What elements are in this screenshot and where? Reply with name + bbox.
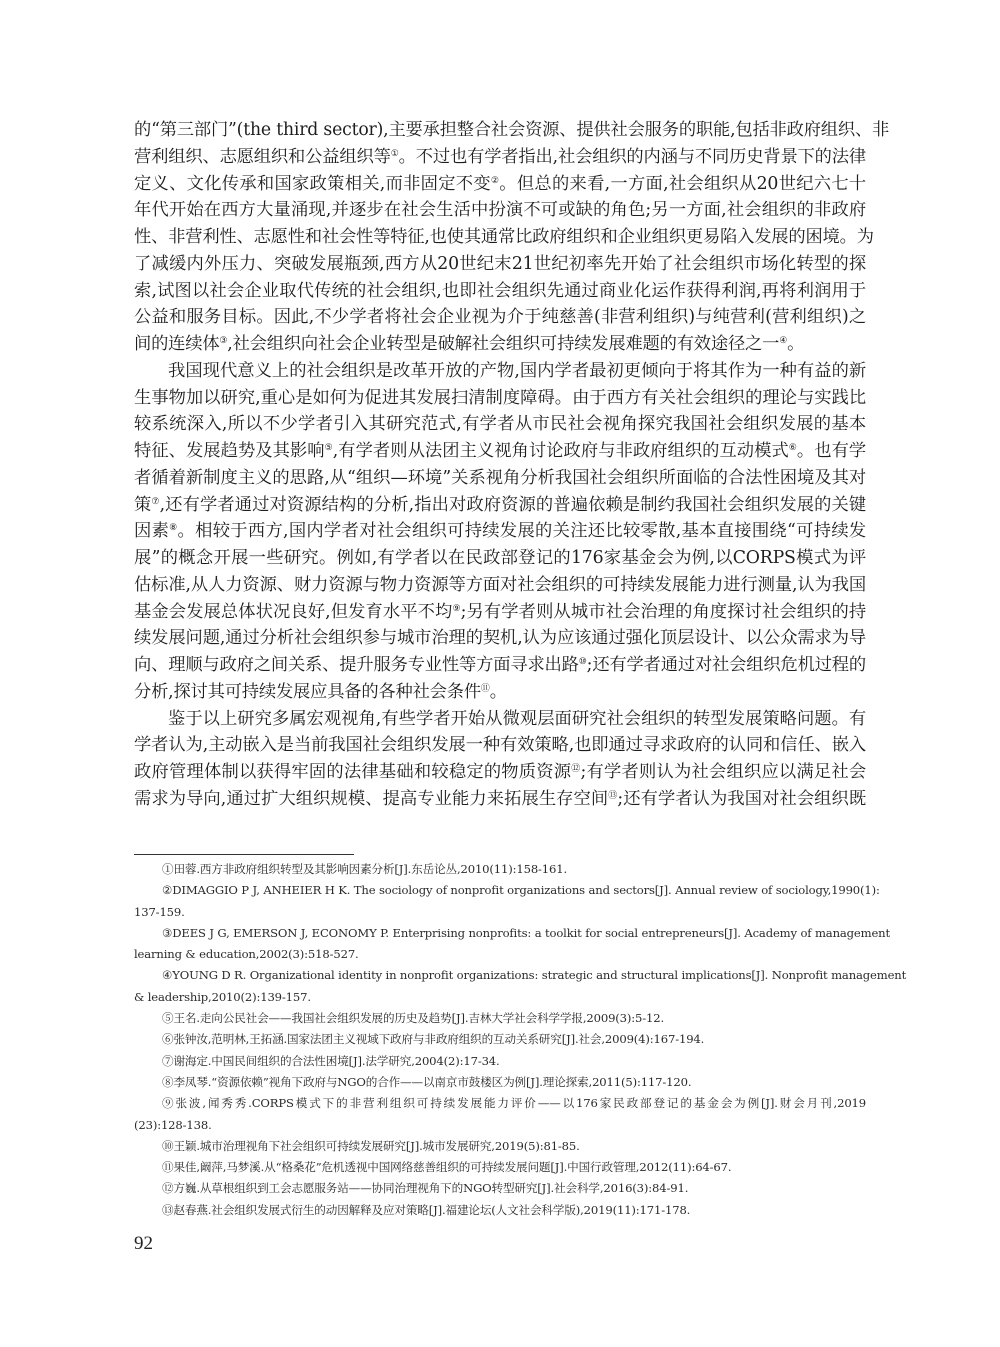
body-text-segment: 学者认为,主动嵌入是当前我国社会组织发展一种有效策略,也即通过寻求政府的认同和信任、嵌入 [134,735,866,756]
body-text-segment: 。相较于西方,国内学者对社会组织可持续发展的关注还比较零散,基本直接围绕“可持续发 [177,521,866,542]
body-line [134,786,866,813]
footnote-item [134,965,907,1008]
body-line [134,171,866,198]
body-text-segment: ;还有学者通过对社会组织危机过程的 [586,655,866,675]
footnote-line: 137-159. [134,904,185,919]
body-line [134,358,866,385]
body-text-segment: 营利组织、志愿组织和公益组织等 [134,146,391,167]
footnote-marker: ⑫ [571,764,581,774]
body-line [134,518,866,545]
body-line [134,572,866,599]
footnote-item [134,880,880,923]
body-line [134,652,866,679]
page-number: 92 [134,1233,153,1254]
footnote-line: (23):128-138. [134,1117,212,1132]
body-text-segment: 。不过也有学者指出,社会组织的内涵与不同历史背景下的法律 [398,146,866,167]
body-text-segment: 。但总的来看,一方面,社会组织从20世纪六七十 [499,173,866,194]
footnote-line: ⑥张钟汝,范明林,王拓涵.国家法团主义视域下政府与非政府组织的互动关系研究[J].社会,2009(4):167-194. [162,1032,705,1047]
body-text-segment: 了减缓内外压力、突破发展瓶颈,西方从20世纪末21世纪初率先开始了社会组织市场化转型的探 [134,253,866,274]
body-text-segment: 需求为导向,通过扩大组织规模、提高专业能力来拓展生存空间 [134,788,609,809]
body-text-segment: 。 [787,334,805,354]
body-text-segment: 我国现代意义上的社会组织是改革开放的产物,国内学者最初更倾向于将其作为一种有益的新 [168,360,866,381]
body-line [134,197,866,224]
footnote-line: ⑫方巍.从草根组织到工会志愿服务站——协同治理视角下的NGO转型研究[J].社会科学,2016(3):84-91. [162,1181,689,1196]
body-text-segment: 鉴于以上研究多属宏观视角,有些学者开始从微观层面研究社会组织的转型发展策略问题。有 [168,708,866,729]
body-line [134,706,866,733]
body-text-segment: 年代开始在西方大量涌现,并逐步在社会生活中扮演不可或缺的角色;另一方面,社会组织的非政府 [134,200,866,221]
body-text-segment: ,还有学者通过对资源结构的分析,指出对政府资源的普遍依赖是制约我国社会组织发展的关键 [159,494,866,515]
footnote-item [134,1200,866,1221]
body-line [134,599,866,626]
body-text-segment: 政府管理体制以获得牢固的法律基础和较稳定的物质资源 [134,762,572,782]
footnote-separator [134,854,354,855]
footnote-line: ⑦谢海定.中国民间组织的合法性困境[J].法学研究,2004(2):17-34. [162,1053,500,1068]
footnote-item [134,923,891,966]
body-line [134,304,866,331]
body-text-segment: 者循着新制度主义的思路,从“组织—环境”关系视角分析我国社会组织所面临的合法性困境及其对 [134,467,866,488]
body-line [134,411,866,438]
footnote-marker: ⑥ [788,443,797,453]
footnote-item [134,1051,866,1072]
footnote-line: ⑧李凤琴.“资源依赖”视角下政府与NGO的合作——以南京市鼓楼区为例[J].理论探索,2011(5):117-120. [162,1074,692,1089]
body-line [134,251,866,278]
footnote-marker: ② [490,175,500,186]
footnote-item [134,1157,866,1178]
body-line [134,224,874,251]
footnote-marker: ④ [779,336,788,346]
body-text-segment: 策 [134,494,152,515]
footnote-marker: ⑪ [480,683,490,694]
footnote-item [134,1178,866,1199]
footnote-line: ③DEES J G, EMERSON J, ECONOMY P. Enterprising nonprofits: a toolkit for social entrepreneurs[J]. Academy of management [162,925,891,940]
footnote-item [134,1072,866,1093]
footnote-line: ②DIMAGGIO P J, ANHEIER H K. The sociology of nonprofit organizations and sectors[J]. Annual review of sociology,1990(1): [162,883,880,898]
footnote-line: ④YOUNG D R. Organizational identity in nonprofit organizations: strategic and structural implications[J]. Nonprofit management [162,968,907,983]
footnote-marker: ③ [219,336,228,346]
body-text-segment: 。也有学 [796,441,866,461]
footnote-item [134,1029,866,1050]
footnote-item [134,859,866,880]
body-text-segment: 定义、文化传承和国家政策相关,而非固定不变 [134,173,491,194]
footnote-marker: ⑦ [151,496,160,507]
body-text-segment: 索,试图以社会企业取代传统的社会组织,也即社会组织先通过商业化运作获得利润,再将利润用于 [134,280,866,301]
body-line [134,545,866,572]
footnote-line: ⑨张波,闻秀秀.CORPS模式下的非营利组织可持续发展能力评价——以176家民政部登记的基金会为例[J].财会月刊,2019 [162,1096,866,1111]
body-text-segment: 基金会发展总体状况良好,但发育水平不均 [134,601,453,622]
footnote-line: ⑩王颖.城市治理视角下社会组织可持续发展研究[J].城市发展研究,2019(5):81-85. [162,1138,580,1153]
body-text-segment: 续发展问题,通过分析社会组织参与城市治理的契机,认为应该通过强化顶层设计、以公众需求为导 [134,628,866,649]
body-text-segment: ;还有学者认为我国对社会组织既 [617,788,866,809]
body-text-segment: 向、理顺与政府之间关系、提升服务专业性等方面寻求出路 [134,655,579,675]
footnote-marker: ⑬ [608,790,618,801]
body-text-segment: 较系统深入,所以不少学者引入其研究范式,有学者从市民社会视角探究我国社会组织发展的基本 [134,414,866,435]
body-line [134,278,866,305]
body-text-segment: 公益和服务目标。因此,不少学者将社会企业视为介于纯慈善(非营利组织)与纯营利(营利组织)之 [134,307,866,328]
body-line [134,759,866,786]
body-line [134,465,866,492]
footnote-marker: ⑨ [452,603,461,614]
footnote-line: ①田蓉.西方非政府组织转型及其影响因素分析[J].东岳论丛,2010(11):158-161. [162,862,568,876]
body-text-segment: ;另有学者则从城市社会治理的角度探讨社会组织的持 [460,601,866,622]
body-text-segment: 间的连续体 [134,334,220,354]
body-text-segment: 特征、发展趋势及其影响 [134,441,325,461]
footnote-line: ⑬赵春燕.社会组织发展式衍生的动因解释及应对策略[J].福建论坛(人文社会科学版),2019(11):171-178. [162,1202,691,1217]
body-line [134,117,890,144]
footnotes [134,859,907,1221]
footnote-marker: ⑩ [578,657,587,667]
body-line [134,732,866,759]
footnote-item [134,1008,866,1029]
footnote-marker: ⑧ [169,523,178,534]
footnote-item [134,1136,866,1157]
body-text-segment: 。 [489,681,507,702]
body-line [134,625,866,652]
body-line [134,679,866,706]
body-text-segment: 估标准,从人力资源、财力资源与物力资源等方面对社会组织的可持续发展能力进行测量,认为我国 [134,574,866,595]
body-line [134,144,866,171]
body-text-segment: 性、非营利性、志愿性和社会性等特征,也使其通常比政府组织和企业组织更易陷入发展的困境。为 [134,227,874,247]
body-text-segment: 展”的概念开展一些研究。例如,有学者以在民政部登记的176家基金会为例,以CORPS模式为评 [134,548,866,568]
footnote-line: learning & education,2002(3):518-527. [134,947,359,962]
footnote-line: & leadership,2010(2):139-157. [134,989,311,1004]
body-line [134,492,866,519]
footnote-marker: ⑤ [324,443,333,453]
body-text-segment: 因素 [134,521,170,542]
body-line [134,331,866,358]
body-text-segment: 分析,探讨其可持续发展应具备的各种社会条件 [134,681,481,702]
body-line [134,438,866,465]
footnote-marker: ① [390,148,399,159]
footnote-line: ⑪果佳,阚萍,马梦溪.从“格桑花”危机透视中国网络慈善组织的可持续发展问题[J].中国行政管理,2012(11):64-67. [162,1160,732,1175]
body-text-segment: ,社会组织向社会企业转型是破解社会组织可持续发展难题的有效途径之一 [227,334,780,354]
body-text-segment: 的“第三部门”(the third sector),主要承担整合社会资源、提供社会服务的职能,包括非政府组织、非 [134,120,890,140]
footnote-item [134,1093,866,1136]
body-text-segment: ;有学者则认为社会组织应以满足社会 [580,762,866,782]
footnote-line: ⑤王名.走向公民社会——我国社会组织发展的历史及趋势[J].吉林大学社会科学学报,2009(3):5-12. [162,1011,664,1026]
body-line [134,385,866,412]
body-text-segment: 生事物加以研究,重心是如何为促进其发展扫清制度障碍。由于西方有关社会组织的理论与实践比 [134,387,866,408]
body-text-segment: ,有学者则从法团主义视角讨论政府与非政府组织的互动模式 [332,441,789,461]
body-text [134,117,890,813]
